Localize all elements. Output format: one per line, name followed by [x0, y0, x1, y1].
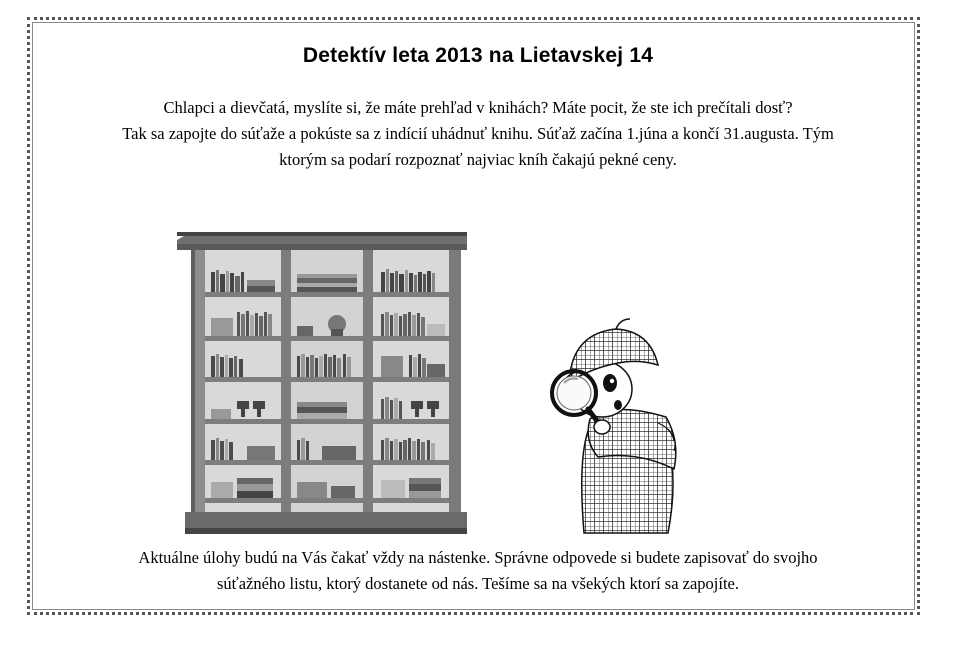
footer-line-1: Aktuálne úlohy budú na Vás čakať vždy na nástenke. Správne odpovede si budete zapisovať do svojho — [138, 548, 818, 567]
detective-with-magnifier-image — [518, 301, 690, 539]
intro-line-2: Tak sa zapojte do súťaže a pokúste sa z indícií uhádnuť knihu. Súťaž začína 1.júna a končí 31.augusta. Tým — [122, 124, 834, 143]
intro-line-1: Chlapci a dievčatá, myslíte si, že máte prehľad v knihách? Máte pocit, že ste ich prečítali dosť? — [163, 98, 793, 117]
page-title: Detektív leta 2013 na Lietavskej 14 — [302, 44, 654, 67]
intro-line-3: ktorým sa podarí rozpoznať najviac kníh čakajú pekné ceny. — [279, 150, 677, 169]
footer-paragraph — [20, 545, 936, 597]
footer-line-2: súťažného listu, ktorý dostanete od nás. Tešíme sa na všekých ktorí sa zapojíte. — [216, 574, 739, 593]
intro-paragraph — [30, 95, 926, 173]
bookshelf-image — [177, 214, 467, 540]
